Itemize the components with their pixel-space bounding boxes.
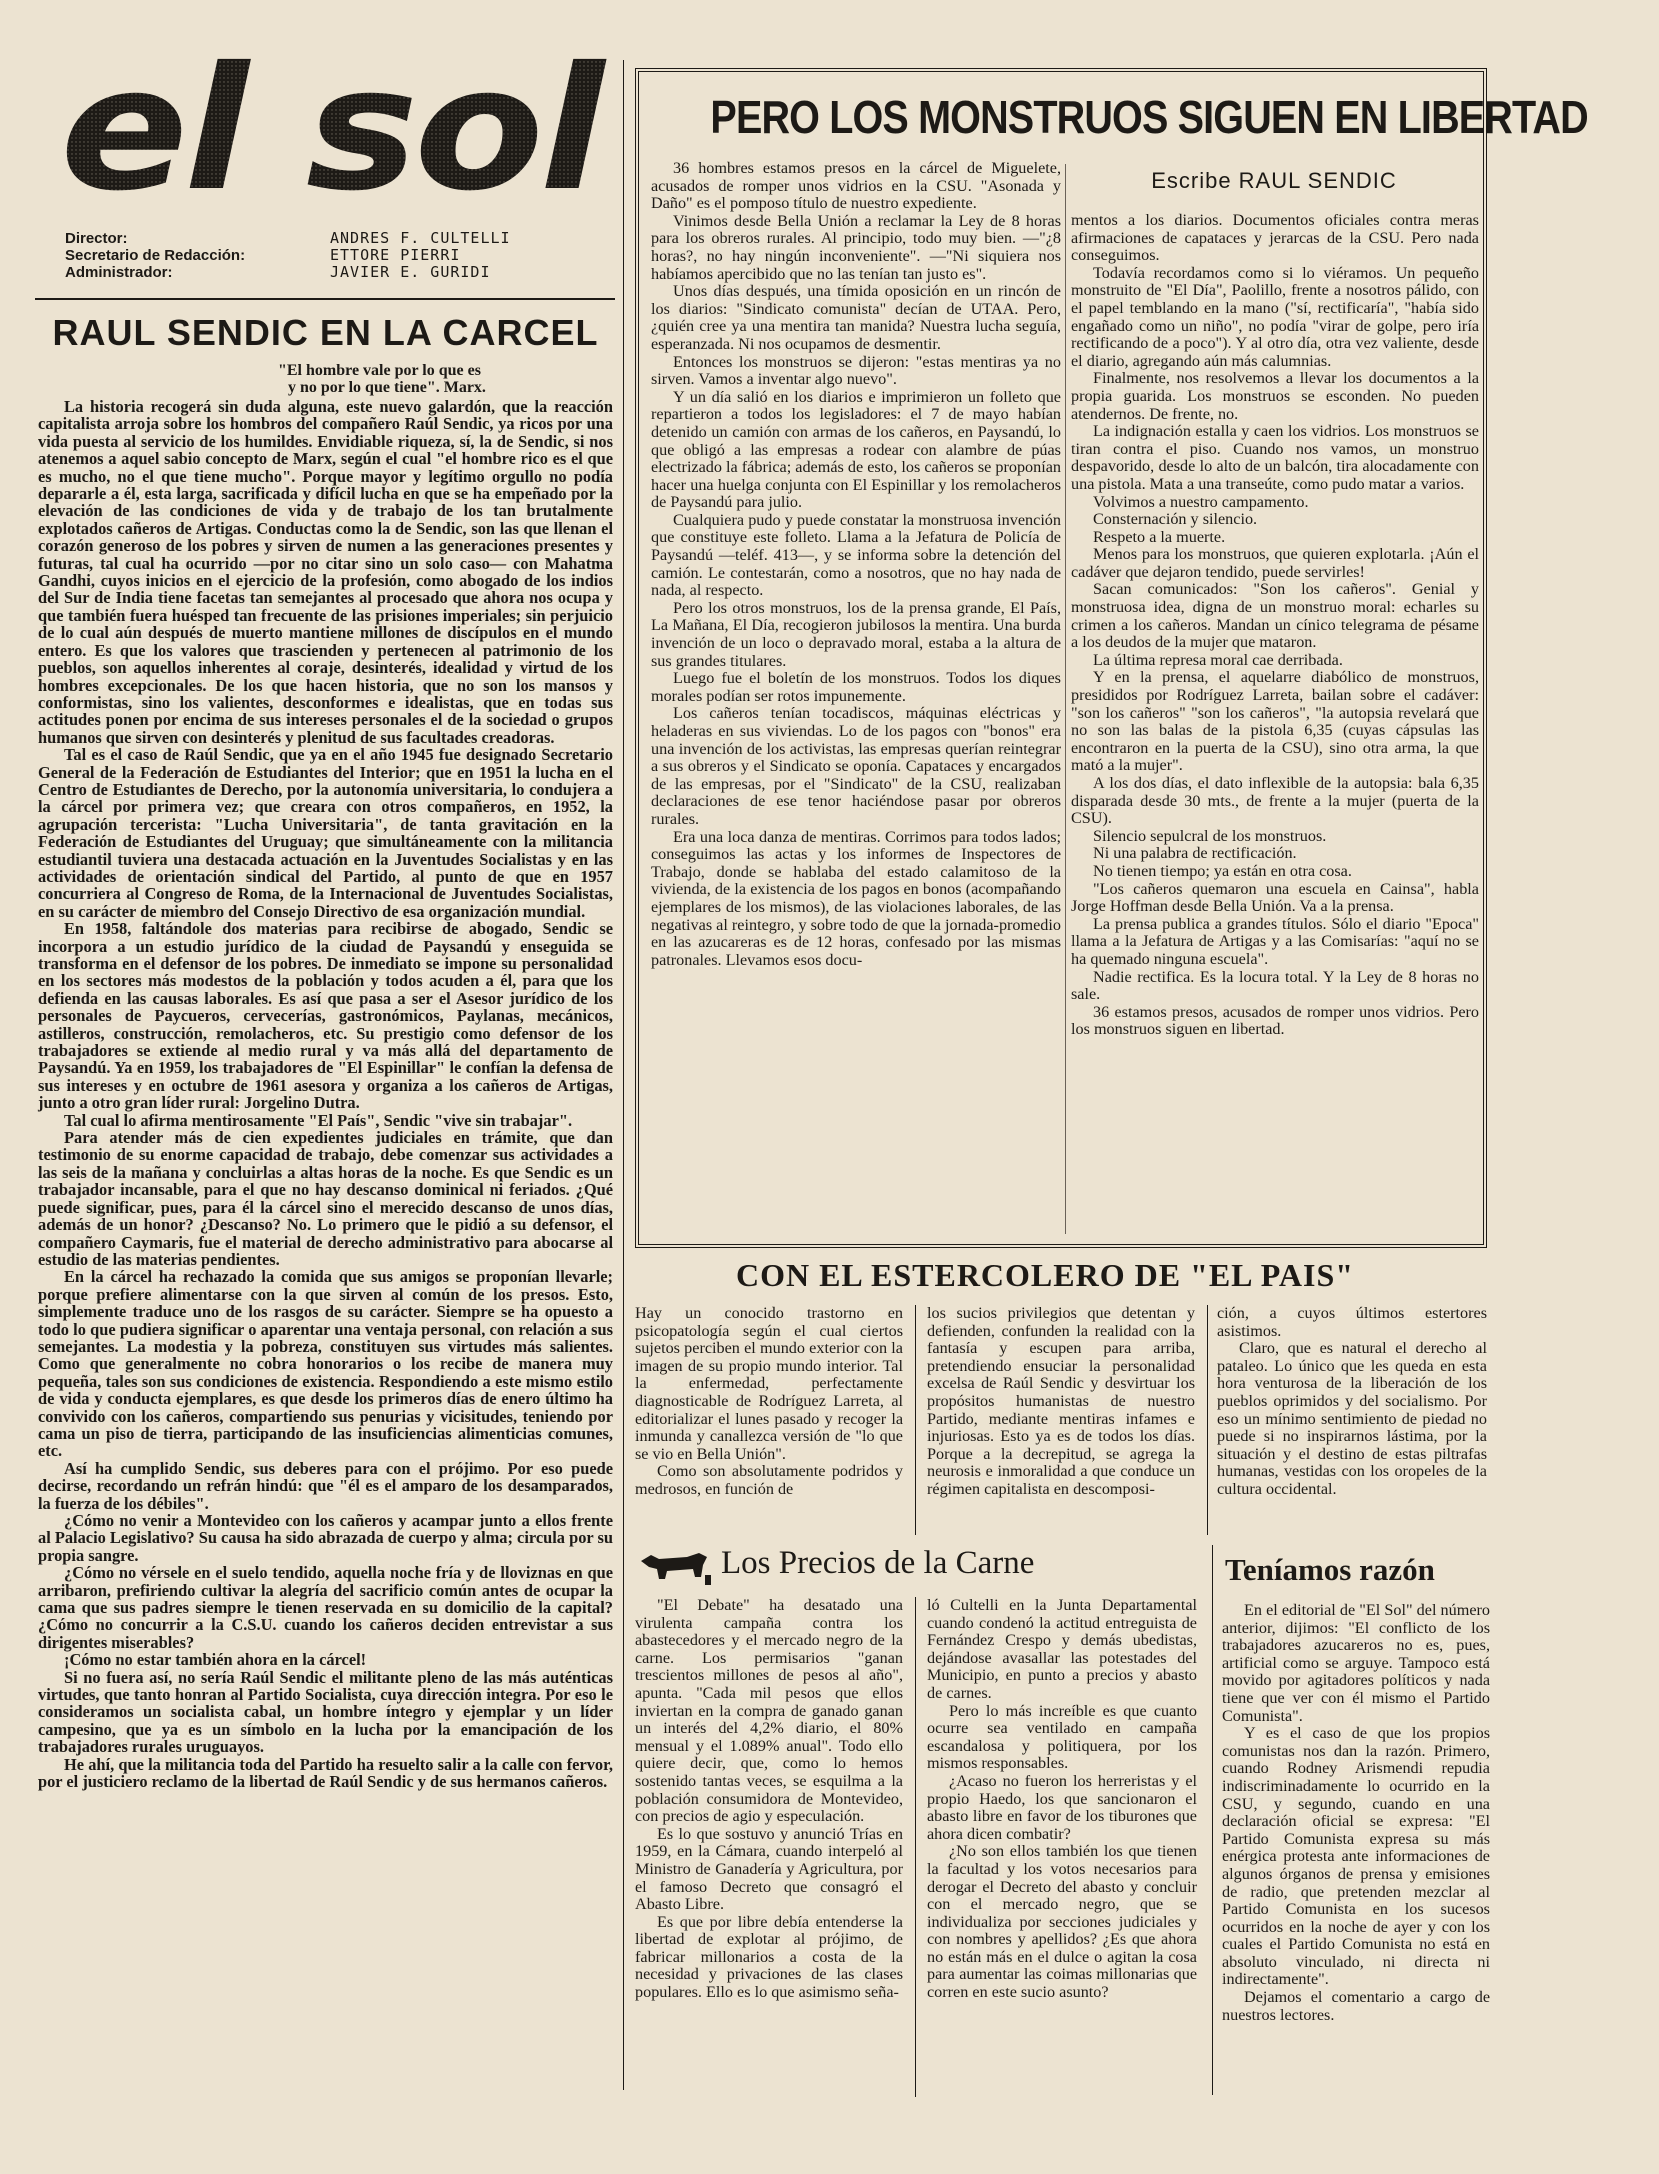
byline: Escribe RAUL SENDIC: [1151, 168, 1397, 193]
column-divider: [623, 60, 624, 2090]
article-col-1: [635, 1597, 903, 2002]
paragraph: No tienen tiempo; ya están en otra cosa.: [1093, 861, 1352, 880]
staff-row: [65, 230, 605, 247]
paragraph: Así ha cumplido Sendic, sus deberes para con el prójimo. Por eso puede decirse, recordando un refrán hindú: que "él es el amparo de los desamparados, la fuerza de los débiles".: [38, 1458, 613, 1513]
article-col-2: [1071, 212, 1479, 1242]
paragraph: Pero lo más increíble es que cuanto ocurre sea ventilado en campaña escandalosa y politiquera, por los mismos responsables.: [927, 1701, 1197, 1773]
article-col-3: [1217, 1305, 1487, 1499]
paragraph: Hay un conocido trastorno en psicopatología según el cual ciertos sujetos perciben el mundo exterior con la imagen de su propio mundo interior. Tal la enfermedad, perfectamente diagnosticable de Rodríguez Larreta, al editorializar el lunes pasado y recoger la inmunda y canallezca versión de "lo que se vio en Bella Unión".: [635, 1304, 903, 1463]
paragraph: La indignación estalla y caen los vidrios. Los monstruos se tiran contra el piso. Cuando nos vamos, un monstruo despavorido, desde lo alto de un balcón, tira alocadamente con una pistola. Mata a una transeúte, como pudo matar a varios.: [1071, 422, 1479, 493]
paragraph: Sacan comunicados: "Son los cañeros". Genial y monstruosa idea, digna de un monstruo moral: echarles su crimen a los cañeros. Mandan un cínico telegrama de pésame a los deudos de la mujer que mataron.: [1071, 580, 1479, 652]
article-col-2: [927, 1597, 1197, 2002]
staff-role: Secretario de Redacción:: [65, 247, 246, 264]
paragraph: ¡Cómo no estar también ahora en la cárcel!: [64, 1650, 367, 1670]
article-col-1: [651, 160, 1061, 1240]
paragraph: 36 hombres estamos presos en la cárcel de Miguelete, acusados de romper unos vidrios en la CSU. "Asonada y Daño" es el pomposo título de nuestro expediente.: [651, 159, 1061, 213]
staff-role: Administrador:: [65, 264, 173, 281]
paragraph: Luego fue el boletín de los monstruos. Todos los diques morales podían ser rotos impunemente.: [651, 669, 1061, 705]
paragraph: 36 estamos presos, acusados de romper unos vidrios. Pero los monstruos siguen en libertad.: [1071, 1002, 1479, 1039]
article-body: [38, 398, 613, 1791]
paragraph: Menos para los monstruos, que quieren explotarla. ¡Aún el cadáver que dejaron tendido, puede servirles!: [1071, 545, 1479, 581]
article-sendic-carcel: [38, 312, 613, 2077]
paragraph: En 1958, faltándole dos materias para recibirse de abogado, Sendic se incorpora a un estudio jurídico de la ciudad de Paysandú y enseguida se transforma en el defensor de los pobres. De inmediato se impone su personalidad en los sectores más modestos de la población y todos acuden a él, para que los defienda en las causas laborales. Es así que pasa a ser el Asesor jurídico de los personales de Paycueros, cervecerías, gastronómicos, Paylanas, mecánicos, astilleros, construcción, remolacheros, etc. Su prestigio como defensor de los trabajadores se extiende al medio rural y va más allá del departamento de Paysandú. Ya en 1959, los trabajadores de "El Espinillar" le confían la defensa de sus intereses y en octubre de 1961 asesora y organiza a los cañeros de Artigas, junto a otro gran líder rural: Jorgelino Dutra.: [38, 919, 613, 1113]
epigraph: [278, 362, 613, 396]
article-col-2: [927, 1305, 1195, 1499]
paragraph: Volvimos a nuestro campamento.: [1093, 492, 1309, 511]
paragraph: ¿No son ellos también los que tienen la facultad y los votos necesarios para derogar el Decreto del abasto y concluir con el mercado negro, que se individualiza por secciones judiciales y con nombres y apellidos? ¿Es que ahora no están más en el dulce o agitan la cosa para aumentar las coimas millonarias que corren en este sucio asunto?: [927, 1842, 1197, 2002]
paragraph: Entonces los monstruos se dijeron: "estas mentiras ya no sirven. Vamos a inventar algo nuevo".: [651, 352, 1061, 389]
paragraph: Tal cual lo afirma mentirosamente "El País", Sendic "vive sin trabajar".: [64, 1110, 573, 1130]
inner-column-divider: [1065, 164, 1066, 1234]
paragraph: La prensa publica a grandes títulos. Sólo el diario "Epoca" llama a la Jefatura de Artigas y a las Comisarías: "aquí no se ha quemado ninguna escuela".: [1071, 914, 1479, 968]
paragraph: Vinimos desde Bella Unión a reclamar la Ley de 8 horas para los obreros rurales. Al principio, todo muy bien. —"¿8 horas?, no hay ningún inconveniente". —"Ni siquiera nos habíamos apercibido que no las tenían tan justo es".: [651, 211, 1061, 283]
paragraph: He ahí, que la militancia toda del Partido ha resuelto salir a la calle con fervor, por el justiciero reclamo de la libertad de Raúl Sendic y de sus hermanos cañeros.: [38, 1754, 613, 1792]
paragraph: Cualquiera pudo y puede constatar la monstruosa invención que constituye este folleto. Llama a la Jefatura de Policía de Paysandú —teléf. 413—, y se informa sobre la detención del camión. Le contestarán, como a nosotros, que no hay nada de nada, al respecto.: [651, 510, 1061, 600]
column-divider: [915, 1305, 916, 1535]
article-monstruos-box: [635, 68, 1588, 1248]
paragraph: mentos a los diarios. Documentos oficiales contra meras afirmaciones de capataces y jerarcas de la CSU. Pero nada conseguimos.: [1071, 211, 1479, 265]
paragraph: La última represa moral cae derribada.: [1093, 650, 1343, 669]
paragraph: Finalmente, nos resolvemos a llevar los documentos a la propia guarida. Los monstruos se esconden. No pueden atendernos. De frente, no.: [1071, 369, 1479, 423]
staff-name: ETTORE PIERRI: [330, 246, 461, 264]
paragraph: ción, a cuyos últimos estertores asistimos.: [1217, 1304, 1487, 1340]
title-text: Los Precios de la Carne: [721, 1545, 1035, 1581]
paragraph: ¿Cómo no vérsele en el suelo tendido, aquella noche fría y de lloviznas en que arribaron, prefiriendo cultivar la alegría del sacrificio común antes de ocupar la cama que sus padres siempre le tienen reservada en su domicilio de la capital? ¿Cómo no concurrir a la C.S.U. cuando los cañeros deciden entrevistar a sus dirigentes miserables?: [38, 1563, 613, 1652]
paragraph: Los cañeros tenían tocadiscos, máquinas eléctricas y heladeras en sus viviendas. Lo de los pagos con "bonos" era una invención de los activistas, las empresas querían reintegrar a sus obreros y el Sindicato se oponía. Capataces y encargados de las empresas, por el "Sindicato" de la CSU, realizaban declaraciones de ese tenor haciéndose pasar por obreros rurales.: [651, 704, 1061, 828]
paragraph: Era una loca danza de mentiras. Corrimos para todos lados; conseguimos las actas y los informes de Inspectores de Trabajo, donde se hablaba del estado calamitoso de la vivienda, de la existencia de los pagos en bonos (acompañando ejemplares de los mismos), de las violaciones laborales, de las negativas al reintegro, y sobre todo de que la jornada-promedio en las azucareras es de 12 horas, confesado por las mismas patronales. Llevamos esos docu-: [651, 827, 1061, 969]
paragraph: Es que por libre debía entenderse la libertad de explotar al prójimo, de fabricar millonarios a costa de la necesidad y privaciones de las clases populares. Ello es lo que asimismo seña-: [635, 1912, 903, 2002]
paragraph: Y es el caso de que los propios comunistas nos dan la razón. Primero, cuando Rodney Arismendi repudia indiscriminadamente lo ocurrido en la CSU, y segundo, cuando en una declaración oficial se expresa: "El Partido Comunista expresa su más enérgica protesta ante informaciones de algunos órganos de prensa y emisiones de radio, que pretenden mezclar al Partido Comunista en los sucesos ocurridos en la noche de ayer y con los cuales el Partido Comunista no está en absoluto vinculado, ni directa ni indirectamente".: [1222, 1724, 1490, 1989]
article-title: Teníamos razón: [1225, 1552, 1435, 1587]
paragraph: Consternación y silencio.: [1093, 510, 1258, 529]
paragraph: ló Cultelli en la Junta Departamental cuando condenó la actitud entreguista de Fernández Crespo y demás ubedistas, dejándose avasallar las potestades del Municipio, en punto a precios y abasto de carnes.: [927, 1596, 1197, 1702]
paragraph: Nadie rectifica. Es la locura total. Y la Ley de 8 horas no sale.: [1071, 967, 1479, 1004]
article-col-1: [635, 1305, 903, 1499]
paragraph: Unos días después, una tímida oposición en un rincón de los diarios: "Sindicato comunista" decían de UTAA. Pero, ¿quién cree ya una mentira tan manida? Nuestra lucha seguía, esperanzada. Ni nos ocupamos de desmentir.: [651, 282, 1061, 353]
el-sol-logo: [50, 31, 610, 229]
logo-text: el sol: [60, 31, 608, 229]
epigraph-line: "El hombre vale por lo que es: [278, 362, 481, 379]
epigraph-line: y no por lo que tiene". Marx.: [288, 379, 486, 396]
paragraph: Es lo que sostuvo y anunció Trías en 1959, en la Cámara, cuando interpeló al Ministro de Ganadería y Agricultura, por el famoso Decreto que consagró el Abasto Libre.: [635, 1824, 903, 1914]
title-text: PERO LOS MONSTRUOS SIGUEN EN LIBERTAD: [710, 91, 1588, 143]
staff-list: [65, 230, 605, 281]
paragraph: Silencio sepulcral de los monstruos.: [1093, 826, 1327, 845]
staff-name: JAVIER E. GURIDI: [330, 263, 491, 281]
paragraph: Claro, que es natural el derecho al pataleo. Lo único que les queda en esta hora venturosa de la liberación de los pueblos oprimidos y del socialismo. Por eso un mínimo sentimiento de piedad no puede si no inspirarnos lástima, por la situación y el destino de estas piltrafas humanas, vestidas con los oropeles de la cultura occidental.: [1217, 1339, 1487, 1498]
paragraph: Pero los otros monstruos, los de la prensa grande, El País, La Mañana, El Día, recogieron jubilosos la mentira. Una burda invención de un loco o depravado moral, estaba a la altura de sus grandes titulares.: [651, 598, 1061, 670]
paragraph: Y en la prensa, el aquelarre diabólico de monstruos, presididos por Rodríguez Larreta, bailan sobre el cadáver: "son los cañeros" "son los cañeros", "la autopsia revelará que no son las balas de la pistola 6,35 (cuyas cápsulas las encontraron en la puerta de la CSU), sino otra arma, la que mató a la mujer".: [1071, 668, 1479, 775]
paragraph: Si no fuera así, no sería Raúl Sendic el militante pleno de las más auténticas virtudes, que tanto honran al Partido Socialista, cuya dirección integra. Por eso le consideramos un socialista cabal, un hombre íntegro y ejemplar y un líder campesino, que ya es un símbolo en la lucha por la emancipación de los trabajadores rurales uruguayos.: [38, 1667, 613, 1757]
paragraph: Dejamos el comentario a cargo de nuestros lectores.: [1222, 1988, 1490, 2024]
cow-icon: [637, 1547, 717, 1587]
paragraph: "El Debate" ha desatado una virulenta campaña contra los abastecedores y el mercado negro de la carne. Los permisarios "ganan trescientos millones de pesos al año", apunta. "Cada mil pesos que ellos inviertan en la compra de ganado ganan un interés del 4,2% diario, el 80% mensual y el 1.089% anual". Todo ello quiere decir, que, como lo hemos sostenido tantas veces, se esquilma a la población consumidora de Montevideo, con precios de agio y especulación.: [635, 1596, 903, 1826]
staff-row: [65, 247, 605, 264]
paragraph: En la cárcel ha rechazado la comida que sus amigos se proponían llevarle; porque prefiere alimentarse con la que sirven al común de los presos. Esto, simplemente traduce uno de los rasgos de su carácter. Siempre se ha opuesto a todo lo que pudiera significar o aparentar una ventaja personal, con relación a sus semejantes. La modestia y la pobreza, constituyen sus virtudes más salientes. Como que generalmente no cobra honorarios o los recibe de manera muy pequeña, tales son sus condiciones de existencia. Respondiendo a este mismo estilo de vida y conducta ejemplares, es que desde los primeros días de enero último ha convivido con los cañeros, compartiendo sus penurias y vicisitudes, teniendo por cama un piso de tierra, participando de las insuficiencias alimenticias comunes, etc.: [38, 1267, 613, 1461]
paragraph: A los dos días, el dato inflexible de la autopsia: bala 6,35 disparada desde 30 mts., de frente a la mujer (puerta de la CSU).: [1071, 774, 1479, 828]
article-precios-carne: [635, 1545, 1205, 2105]
paragraph: Respeto a la muerte.: [1093, 527, 1226, 546]
masthead-divider: [35, 298, 615, 300]
article-body: [1222, 1602, 1490, 2024]
paragraph: Ni una palabra de rectificación.: [1093, 844, 1297, 863]
column-divider: [1212, 1545, 1213, 2095]
paragraph: los sucios privilegios que detentan y defienden, confunden la realidad con la fantasía y escupen para arriba, pretendiendo ensuciar la personalidad excelsa de Raúl Sendic y desvirtuar los propósitos humanistas de nuestro Partido, mediante mentiras infames e injuriosas. Esto ya es de todos los días. Porque a la decrepitud, se agrega la neurosis e inmoralidad a que conduce un régimen capitalista en descomposi-: [927, 1304, 1195, 1498]
paragraph: Todavía recordamos como si lo viéramos. Un pequeño monstruito de "El Día", Paolillo, frente a nosotros pálido, con el papel temblando en la mano ("sí, rectificaría", "había sido engañado como un niño", no podía "virar de golpe, pero iría rectificando de a poco"). Y al otro día, otra vez valiente, desde el diario, agregando aún más calumnias.: [1071, 263, 1479, 370]
masthead: [55, 31, 610, 290]
paragraph: Como son absolutamente podridos y medrosos, en función de: [635, 1462, 903, 1498]
article-teniamos-razon: [1222, 1550, 1490, 2095]
paragraph: Para atender más de cien expedientes judiciales en trámite, que dan testimonio de su enorme capacidad de trabajo, debe comenzar sus actividades a las seis de la mañana y concluirlas a altas horas de la noche. Es que Sendic es un trabajador incansable, para el que no hay descanso dominical ni feriados. ¿Qué puede significar, pues, para él la cárcel sino el merecido descanso de unos días, además de un honor? ¿Descanso? No. Lo primero que le pidió a su defensor, el compañero Caymaris, fue el material de derecho administrativo para abocarse al estudio de las materias pendientes.: [38, 1128, 613, 1269]
article-title: [639, 90, 1588, 144]
staff-row: [65, 264, 605, 281]
staff-role: Director:: [65, 230, 128, 247]
column-divider: [1207, 1305, 1208, 1535]
paragraph: "Los cañeros quemaron una escuela en Cainsa", habla Jorge Hoffman desde Bella Unión. Va a la prensa.: [1071, 879, 1479, 916]
paragraph: En el editorial de "El Sol" del número anterior, dijimos: "El conflicto de los trabajadores azucareros no es, pues, artificial como se arguye. Tampoco está movido por agitadores políticos y nada tiene que ver con él mismo el Partido Comunista".: [1222, 1601, 1490, 1725]
paragraph: Tal es el caso de Raúl Sendic, que ya en el año 1945 fue designado Secretario General de la Federación de Estudiantes del Interior; que en 1951 la lucha en el Centro de Estudiantes de Derecho, por la autonomía universitaria, lo condujera a la cárcel por primera vez; que creara con otros compañeros, en 1952, la agrupación tercerista: "Lucha Universitaria", de tanta gravitación en la Federación de Estudiantes del Uruguay; que simultáneamente con la militancia estudiantil tuviera una destacada actuación en la Juventudes Socialistas y en las actividades de orientación sindical del Partido, al punto de que en 1957 concurriera al Congreso de Roma, de la Internacional de Juventudes Socialistas, en su carácter de miembro del Consejo Directivo de esa organización mundial.: [38, 745, 613, 921]
staff-name: ANDRES F. CULTELLI: [330, 229, 511, 247]
paragraph: Y un día salió en los diarios e imprimieron un folleto que repartieron a todos los legisladores: el 7 de mayo habían detenido un camión con armas de los cañeros, en Paysandú, lo que obligó a las empresas a rodear con alambre de púas electrizado la fábrica; además de esto, los cañeros se proponían hacer una huelga conjunta con El Espinillar y los remolacheros de Paysandú para julio.: [651, 387, 1061, 512]
article-title: RAUL SENDIC EN LA CARCEL: [52, 312, 599, 353]
article-title: CON EL ESTERCOLERO DE "EL PAIS": [735, 1257, 1355, 1293]
paragraph: ¿Cómo no venir a Montevideo con los cañeros y acampar junto a ellos frente al Palacio Legislativo? Su causa ha sido abrazada de cuerpo y alma; circula por su propia sangre.: [38, 1511, 613, 1565]
article-title-row: [635, 1545, 1205, 1589]
paragraph: ¿Acaso no fueron los herreristas y el propio Haedo, los que sancionaron el abasto libre en favor de los tiburones que ahora dicen combatir?: [927, 1771, 1197, 1843]
article-estercolero: [635, 1255, 1495, 1535]
paragraph: La historia recogerá sin duda alguna, este nuevo galardón, que la reacción capitalista arroja sobre los hombros del compañero Raúl Sendic, ya ricos por una vida puesta al servicio de los humildes. Envidiable riqueza, sí, la de Sendic, si nos atenemos a aquel sabio concepto de Marx, según el cual "el hombre rico es el que es mucho, no el que tiene mucho". Porque mayor y legítimo orgullo no podía depararle a él, esta larga, sacrificada y difícil lucha en que se ha empeñado por la elevación de las condiciones de vida y de trabajo de los tan brutalmente explotados cañeros de Artigas. Conductas como la de Sendic, son las que llenan el corazón generoso de los pobres y sirven de numen a las generaciones presentes y futuras, tal cual ha ocurrido —por no citar sino un solo caso— con Mahatma Gandhi, cuyos inicios en el ejercicio de la profesión, como abogado de los indios del Sur de India tiene facetas tan semejantes al procesado que ahora nos ocupa y que también fuera huésped tan frecuente de las prisiones imperiales; sin perjuicio de lo cual aún después de muerto mantiene millones de discípulos en el mundo entero. Es que los valores que trascienden y pertenecen al patrimonio de los pueblos, son aquellos inherentes al coraje, desinterés, idealidad y virtud de los hombres excepcionales. De los que hacen historia, que no son los mansos y conformistas, sino los valientes, desconformes e idealistas, que en todas sus actitudes ponen por encima de sus intereses personales el de la sociedad o grupos humanos que sirven con desinterés y plenitud de sus facultades creadoras.: [38, 397, 613, 747]
column-divider: [915, 1597, 916, 2097]
